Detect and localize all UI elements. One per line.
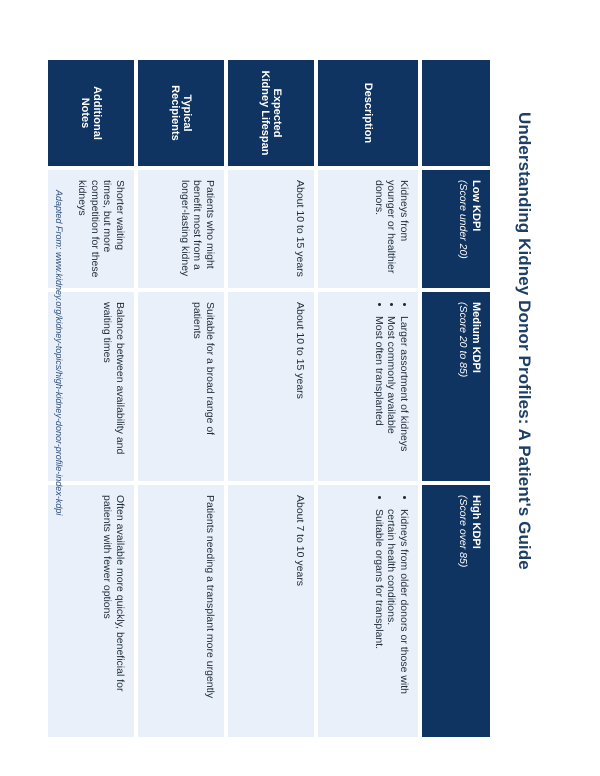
- row-header: Description: [318, 60, 418, 166]
- cell-low: Kidneys from younger or healthier donors.: [318, 170, 418, 288]
- col-header-medium: [422, 292, 490, 481]
- list-item: • Larger assortment of kidneys: [398, 316, 411, 471]
- cell-low: Patients who might benefit most from a longer-lasting kidney: [138, 170, 224, 288]
- col-header-range: (Score 20 to 85): [457, 302, 470, 378]
- row-description: [318, 60, 418, 737]
- row-header: Additional Notes: [48, 60, 134, 166]
- page-title: Understanding Kidney Donor Profiles: A Patient's Guide: [515, 112, 534, 570]
- col-header-low: [422, 170, 490, 288]
- row-recipients: [138, 60, 224, 737]
- col-header-range: (Score under 20): [457, 180, 470, 259]
- list-item: • Most often transplanted: [373, 316, 386, 471]
- col-header-high: [422, 485, 490, 737]
- col-header-name: High KDPI: [470, 495, 482, 549]
- cell-high: [318, 485, 418, 737]
- cell-low: About 10 to 15 years: [228, 170, 314, 288]
- kdpi-table: [44, 56, 494, 741]
- row-lifespan: [228, 60, 314, 737]
- cell-medium: Suitable for a broad range of patients: [138, 292, 224, 481]
- col-header-name: Low KDPI: [470, 180, 482, 232]
- header-row: [422, 60, 490, 737]
- cell-high: Patients needing a transplant more urgently: [138, 485, 224, 737]
- cell-medium: Balance between availability and waiting times: [48, 292, 134, 481]
- cell-high: Often available more quickly, beneficial for patients with fewer options: [48, 485, 134, 737]
- col-header-name: Medium KDPI: [470, 302, 482, 373]
- cell-medium: [318, 292, 418, 481]
- list-item: • Most commonly available: [385, 316, 398, 471]
- col-header-range: (Score over 85): [457, 495, 470, 568]
- cell-high: About 7 to 10 years: [228, 485, 314, 737]
- list-item: • Kidneys from older donors or those with certain health conditions.: [385, 509, 410, 727]
- cell-medium: About 10 to 15 years: [228, 292, 314, 481]
- row-header: Expected Kidney Lifespan: [228, 60, 314, 166]
- bullet-list: [373, 495, 411, 727]
- cell-low: Shorter waiting times, but more competition for these kidneys: [48, 170, 134, 288]
- bullet-list: [373, 302, 411, 471]
- list-item: • Suitable organs for transplant.: [373, 509, 386, 727]
- row-header: Typical Recipients: [138, 60, 224, 166]
- source-citation: Adapted From: www.kidney.org/kidney-topics/high-kidney-donor-profile-index-kdpi: [54, 190, 64, 516]
- corner-cell: [422, 60, 490, 166]
